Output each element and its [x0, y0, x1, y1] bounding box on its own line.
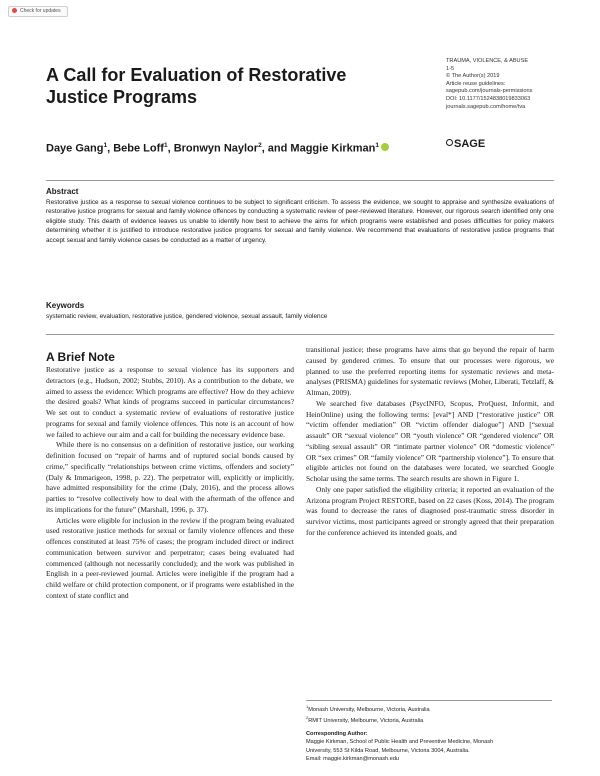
abstract-text: Restorative justice as a response to sexual violence continues to be subject to significant criticism. To assess the evidence, we sought to appraise and synthesize evaluations of restorative justice programs for sexual and family violence offences by conducting a systematic review of peer-reviewed literature. However, our rigorous search identified only one eligible study. This dearth of evidence leaves us unable to identify how best to achieve the aims for which programs were established and poses difficulties for policy makers determining whether it is justified to introduce restorative justice programs for sexual and family violence. We recommend that evaluations of restorative justice programs that accept sexual and family violence cases be conducted as a matter of urgency. [46, 199, 554, 244]
author-separator: , and [261, 142, 291, 155]
corresponding-author-address: University, 553 St Kilda Road, Melbourne, Victoria 3004, Australia. [306, 747, 470, 754]
body-column-right [306, 345, 554, 539]
reuse-guidelines-label: Article reuse guidelines: [446, 80, 506, 87]
affiliation-text: Monash University, Melbourne, Victoria, Australia [308, 706, 430, 713]
corresponding-author-email[interactable]: Email: maggie.kirkman@monash.edu [306, 755, 400, 762]
journal-name: TRAUMA, VIOLENCE, & ABUSE [446, 58, 529, 64]
affiliation-text: RMIT University, Melbourne, Victoria, Australia [308, 717, 424, 724]
section-divider [46, 180, 554, 181]
footnote-divider [306, 700, 552, 701]
author-separator: , [167, 142, 174, 155]
keywords-text: systematic review, evaluation, restorative justice, gendered violence, sexual assault, family violence [46, 313, 328, 320]
orcid-icon[interactable] [381, 143, 389, 151]
body-paragraph: Only one paper satisfied the eligibility criteria; it reported an evaluation of the Arizona program Project RESTORE, based on 22 cases (Koss, 2014). The program was found to decrease the rates of diagnosed post-traumatic stress disorder in survivor victims, most participants agreed or strongly agreed that their preparation for the conference achieved its intended goals, and [306, 484, 555, 537]
affiliation-1 [306, 703, 558, 714]
author-name[interactable]: Bebe Loff [113, 142, 164, 155]
affiliation-mark: 1 [306, 704, 309, 709]
body-paragraph: Articles were eligible for inclusion in the review if the program being evaluated used restorative justice methods for sexual or family violence offences and these offences constituted at least 75% of cases; the program included direct or indirect communication between survivor and perpetrator; cases being evaluated had commenced (although not necessarily concluded); and the work was published in English in a peer-reviewed journal. Articles were ineligible if the program had a child welfare or child protection component, or if programs were established in the context of state conflict and [46, 515, 294, 600]
affiliation-2 [306, 714, 558, 725]
body-paragraph: transitional justice; these programs have aims that go beyond the repair of harm caused by gendered crimes. To ensure that our processes were rigorous, we planned to use the preferred reporting items for systematic reviews and meta-analyses (PRISMA) guidelines for systematic reviews (Moher, Liberati, Tetzlaff, & Altman, 2009). [306, 345, 554, 397]
body-column-left [46, 365, 294, 602]
section-heading: A Brief Note [46, 350, 115, 364]
check-for-updates-badge[interactable] [8, 6, 68, 17]
keywords-heading: Keywords [46, 301, 85, 310]
page-range: 1-5 [446, 65, 455, 72]
article-title: A Call for Evaluation of Restorative Justice Programs [46, 65, 347, 107]
corresponding-author-address: Maggie Kirkman, School of Public Health and Preventive Medicine, Monash [306, 739, 494, 746]
author-name[interactable]: Maggie Kirkman [290, 142, 376, 155]
section-divider [46, 334, 554, 335]
sage-logo-icon [446, 139, 453, 146]
body-paragraph: We searched five databases (PsycINFO, Scopus, ProQuest, Informit, and HeinOnline) using the following terms: [eval*] AND [“restorative justice” OR “victim offender mediation” OR “victim offender dialogue”] AND [“sexual assault” OR “sexual violence” OR “youth violence” OR “gendered violence” OR “sibling sexual assault” OR “intimate partner violence” OR “domestic violence” OR “sex crimes” OR “family violence” OR “partnership violence”]. To ensure that eligible articles not found on the databases were located, we searched Google Scholar using the same terms. The search results are shown in Figure 1. [306, 398, 554, 483]
check-for-updates-label: Check for updates [20, 8, 61, 14]
publisher-name: SAGE [454, 138, 486, 150]
journal-homepage-link[interactable]: journals.sagepub.com/home/tva [446, 103, 526, 110]
doi-link[interactable]: DOI: 10.1177/1524838019833063 [446, 95, 531, 102]
author-affiliation-mark: 1 [103, 142, 108, 149]
affiliation-mark: 2 [306, 715, 309, 721]
author-affiliation-mark: 1 [375, 142, 380, 149]
publisher-logo [446, 138, 485, 150]
copyright: © The Author(s) 2019 [446, 73, 500, 80]
author-name[interactable]: Bronwyn Naylor [173, 142, 259, 155]
author-name[interactable]: Daye Gang [46, 142, 104, 155]
abstract-heading: Abstract [46, 187, 79, 196]
author-list [46, 138, 446, 157]
crossmark-icon [12, 8, 17, 13]
body-paragraph: Restorative justice as a response to sexual violence has its supporters and detractors (e.g., Hudson, 2002; Stubbs, 2010). As a contribution to the debate, we aimed to assess the evidence: Which programs are effective? How do they achieve the desired goals? What kinds of programs succeed in particular circumstances? We set out to conduct a systematic review of evaluations of restorative justice programs for sexual and family violence offences. This note is an account of how we failed to achieve our aim and a call for building the necessary evidence base. [46, 365, 294, 439]
reuse-guidelines-link[interactable]: sagepub.com/journals-permissions [446, 88, 533, 95]
author-affiliation-mark: 1 [163, 142, 168, 149]
corresponding-author-heading: Corresponding Author: [306, 731, 368, 738]
body-paragraph: While there is no consensus on a definition of restorative justice, our working definition focused on “repair of harms and of ruptured social bonds caused by crime,” specifically “relationships between crime victims, offenders and society” (Daly & Immarigeon, 1998, p. 22). The perpetrator will, explicitly or implicitly, have admitted responsibility for the crime (Daly, 2016), and the process allows parties to “resolve collectively how to deal with the aftermath of the offence and its implications for the future” (Marshall, 1996, p. 37). [46, 440, 294, 514]
footnotes [306, 703, 558, 763]
author-affiliation-mark: 2 [258, 142, 262, 149]
journal-metadata [446, 58, 596, 111]
author-separator: , [107, 142, 114, 155]
